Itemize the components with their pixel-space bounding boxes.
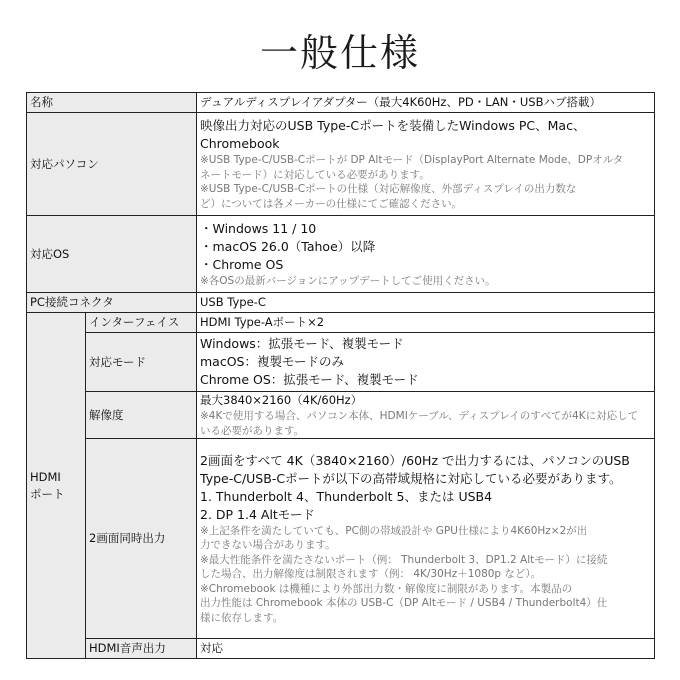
spec-row-pc: [27, 113, 655, 216]
row-value-os: [197, 216, 655, 293]
spec-row-hdmi-resolution: [27, 392, 655, 439]
sub-value-dual: [197, 439, 655, 639]
spec-table: [26, 92, 655, 659]
sub-label-mode: 対応モード: [86, 333, 197, 392]
pc-main-line: Chromebook: [200, 136, 280, 151]
spec-row-hdmi-audio: [27, 639, 655, 659]
spec-row-connector: [27, 293, 655, 313]
dual-note-line: ※Chromebook は機種により外部出力数・解像度に制限があります。本製品の: [200, 582, 573, 595]
pc-note-line: ど）については各メーカーの仕様にてご確認ください。: [200, 197, 463, 210]
hdmi-label-line: HDMI: [30, 469, 61, 484]
dual-line: 1. Thunderbolt 4、Thunderbolt 5、または USB4: [200, 488, 493, 504]
os-item: ・Chrome OS: [200, 256, 284, 272]
row-label-name: 名称: [27, 93, 197, 113]
row-label-os: 対応OS: [27, 216, 197, 293]
resolution-note-line: ※4Kで使用する場合、パソコン本体、HDMIケーブル、ディスプレイのすべてが4Kに対応して: [200, 410, 639, 422]
sub-label-audio: HDMI音声出力: [86, 639, 197, 659]
sub-label-dual: 2画面同時出力: [86, 439, 197, 639]
row-label-connector: PC接続コネクタ: [27, 293, 197, 313]
dual-note-line: 様に依存します。: [200, 611, 284, 624]
dual-note-line: ※最大性能条件を満たさないポート（例： Thunderbolt 3、DP1.2 Altモード）に接続: [200, 553, 608, 566]
sub-value-resolution: [197, 392, 655, 439]
dual-line: 2画面をすべて 4K（3840×2160）/60Hz で出力するには、パソコンのUSB: [200, 452, 630, 468]
mode-line: Windows：拡張モード、複製モード: [200, 336, 404, 351]
pc-main-line: 映像出力対応のUSB Type-Cポートを装備したWindows PC、Mac、: [200, 118, 586, 133]
os-item: ・Windows 11 / 10: [200, 220, 317, 236]
row-value-connector: USB Type-C: [197, 293, 655, 313]
row-label-hdmi: [27, 313, 86, 659]
sub-value-mode: [197, 333, 655, 392]
pc-note-line: ネートモード）に対応している必要があります。: [200, 168, 430, 181]
sub-value-interface: HDMI Type-Aポート×2: [197, 313, 655, 333]
dual-note-line: 出力性能は Chromebook 本体の USB-C（DP Altモード / USB4 / Thunderbolt4）仕: [200, 597, 608, 610]
sub-label-resolution: 解像度: [86, 392, 197, 439]
spec-row-os: [27, 216, 655, 293]
dual-line: 2. DP 1.4 Altモード: [200, 506, 315, 522]
resolution-note-line: いる必要があります。: [200, 424, 305, 437]
row-value-pc: [197, 113, 655, 216]
dual-note-line: 力できない場合があります。: [200, 539, 336, 552]
mode-line: Chrome OS：拡張モード、複製モード: [200, 372, 419, 387]
sub-value-audio: 対応: [197, 639, 655, 659]
hdmi-label-line: ポート: [30, 486, 65, 501]
pc-note-line: ※USB Type-C/USB-Cポートの仕様（対応解像度、外部ディスプレイの出力数な: [200, 183, 577, 195]
row-value-name: デュアルディスプレイアダプター（最大4K60Hz、PD・LAN・USBハブ搭載）: [197, 93, 655, 113]
pc-note-line: ※USB Type-C/USB-Cポートが DP Altモード（DisplayPort Alternate Mode、DPオルタ: [200, 154, 624, 166]
dual-note-line: した場合、出力解像度は制限されます（例： 4K/30Hz＋1080p など）。: [200, 568, 542, 581]
spec-row-hdmi-interface: [27, 313, 655, 333]
os-note: ※各OSの最新バージョンにアップデートしてご使用ください。: [200, 274, 496, 287]
dual-line: Type-C/USB-Cポートが以下の高帯域規格に対応している必要があります。: [200, 470, 622, 486]
os-item: ・macOS 26.0（Tahoe）以降: [200, 238, 376, 254]
spec-row-hdmi-mode: [27, 333, 655, 392]
row-label-pc: 対応パソコン: [27, 113, 197, 216]
mode-line: macOS：複製モードのみ: [200, 354, 344, 369]
sub-label-interface: インターフェイス: [86, 313, 197, 333]
dual-note-line: ※上記条件を満たしていても、PC側の帯域設計や GPU仕様により4K60Hz×2が出: [200, 524, 588, 537]
spec-row-hdmi-dual: [27, 439, 655, 639]
page-title: 一般仕様: [259, 31, 420, 75]
spec-row-name: [27, 93, 655, 113]
resolution-value: 最大3840×2160（4K/60Hz）: [200, 393, 363, 407]
